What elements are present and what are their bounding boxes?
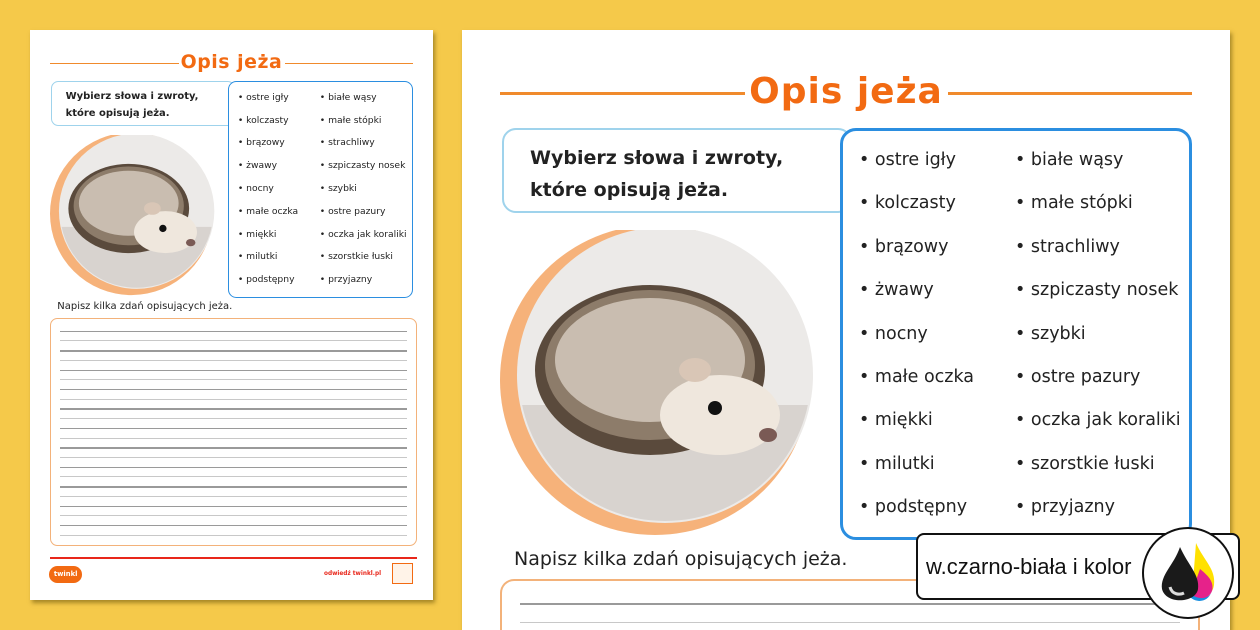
- word-column-right: [1015, 149, 1181, 540]
- word-item: • strachliwy: [320, 137, 407, 160]
- footer-divider: [50, 557, 418, 559]
- word-item: • strachliwy: [1015, 236, 1181, 279]
- word-item: • szorstkie łuski: [1015, 453, 1181, 496]
- writing-line: [60, 428, 407, 429]
- word-item: • milutki: [859, 453, 974, 496]
- writing-area[interactable]: [50, 318, 418, 546]
- ink-drops-icon: [1142, 527, 1234, 619]
- word-bank: [840, 128, 1192, 540]
- word-item: • małe oczka: [859, 366, 974, 409]
- twinkl-logo: twinkl: [49, 566, 83, 584]
- word-column-left: [859, 149, 974, 540]
- word-item: • oczka jak koraliki: [320, 229, 407, 252]
- writing-line: [520, 603, 1180, 605]
- word-item: • małe oczka: [238, 206, 298, 229]
- word-item: • nocny: [859, 323, 974, 366]
- writing-line: [60, 399, 407, 400]
- word-item: • szybki: [320, 183, 407, 206]
- word-item: • szorstkie łuski: [320, 251, 407, 274]
- hedgehog-photo: [50, 135, 218, 298]
- writing-line: [60, 447, 407, 448]
- word-item: • miękki: [859, 409, 974, 452]
- writing-line: [60, 331, 407, 332]
- worksheet-page: [30, 30, 433, 600]
- word-item: • podstępny: [238, 274, 298, 297]
- footer-site: odwiedź twinkl.pl: [324, 570, 382, 577]
- writing-line: [60, 370, 407, 371]
- writing-line: [60, 340, 407, 341]
- word-item: • ostre igły: [238, 92, 298, 115]
- writing-line: [60, 496, 407, 497]
- word-item: • małe stópki: [320, 115, 407, 138]
- word-item: • żwawy: [859, 279, 974, 322]
- word-item: • brązowy: [238, 137, 298, 160]
- word-item: • oczka jak koraliki: [1015, 409, 1181, 452]
- writing-line: [60, 476, 407, 477]
- word-item: • szybki: [1015, 323, 1181, 366]
- instruction-box: Wybierz słowa i zwroty, które opisują jeża.: [51, 81, 235, 126]
- writing-line: [60, 515, 407, 516]
- word-column-right: [320, 92, 407, 297]
- page-title: Opis jeża: [749, 71, 943, 112]
- word-item: • ostre pazury: [1015, 366, 1181, 409]
- writing-line: [60, 467, 407, 468]
- word-item: • białe wąsy: [320, 92, 407, 115]
- writing-line: [60, 525, 407, 526]
- word-item: • kolczasty: [238, 115, 298, 138]
- word-item: • przyjazny: [1015, 496, 1181, 539]
- writing-line: [60, 408, 407, 409]
- word-item: • przyjazny: [320, 274, 407, 297]
- writing-line: [60, 350, 407, 351]
- word-item: • białe wąsy: [1015, 149, 1181, 192]
- writing-line: [60, 457, 407, 458]
- word-item: • szpiczasty nosek: [320, 160, 407, 183]
- word-item: • kolczasty: [859, 192, 974, 235]
- word-bank: [228, 81, 413, 297]
- word-item: • żwawy: [238, 160, 298, 183]
- word-item: • podstępny: [859, 496, 974, 539]
- page-title: Opis jeża: [180, 51, 283, 73]
- word-item: • ostre pazury: [320, 206, 407, 229]
- writing-line: [60, 535, 407, 536]
- print-options-label: w.czarno-biała i kolor: [926, 554, 1132, 579]
- writing-line: [60, 360, 407, 361]
- hedgehog-photo: [500, 230, 820, 540]
- instruction-box: Wybierz słowa i zwroty, które opisują jeża.: [502, 128, 852, 213]
- writing-line: [60, 438, 407, 439]
- worksheet-thumbnail: [30, 30, 433, 600]
- writing-line: [60, 379, 407, 380]
- word-item: • milutki: [238, 251, 298, 274]
- writing-line: [60, 418, 407, 419]
- word-item: • nocny: [238, 183, 298, 206]
- writing-line: [60, 486, 407, 487]
- footer-badge-icon: [392, 563, 413, 584]
- writing-prompt: Napisz kilka zdań opisujących jeża.: [514, 548, 848, 570]
- word-item: • brązowy: [859, 236, 974, 279]
- writing-prompt: Napisz kilka zdań opisujących jeża.: [57, 301, 233, 313]
- writing-line: [520, 622, 1180, 623]
- word-item: • miękki: [238, 229, 298, 252]
- writing-line: [60, 506, 407, 507]
- writing-line: [60, 389, 407, 390]
- word-item: • szpiczasty nosek: [1015, 279, 1181, 322]
- word-item: • ostre igły: [859, 149, 974, 192]
- word-item: • małe stópki: [1015, 192, 1181, 235]
- word-column-left: [238, 92, 298, 297]
